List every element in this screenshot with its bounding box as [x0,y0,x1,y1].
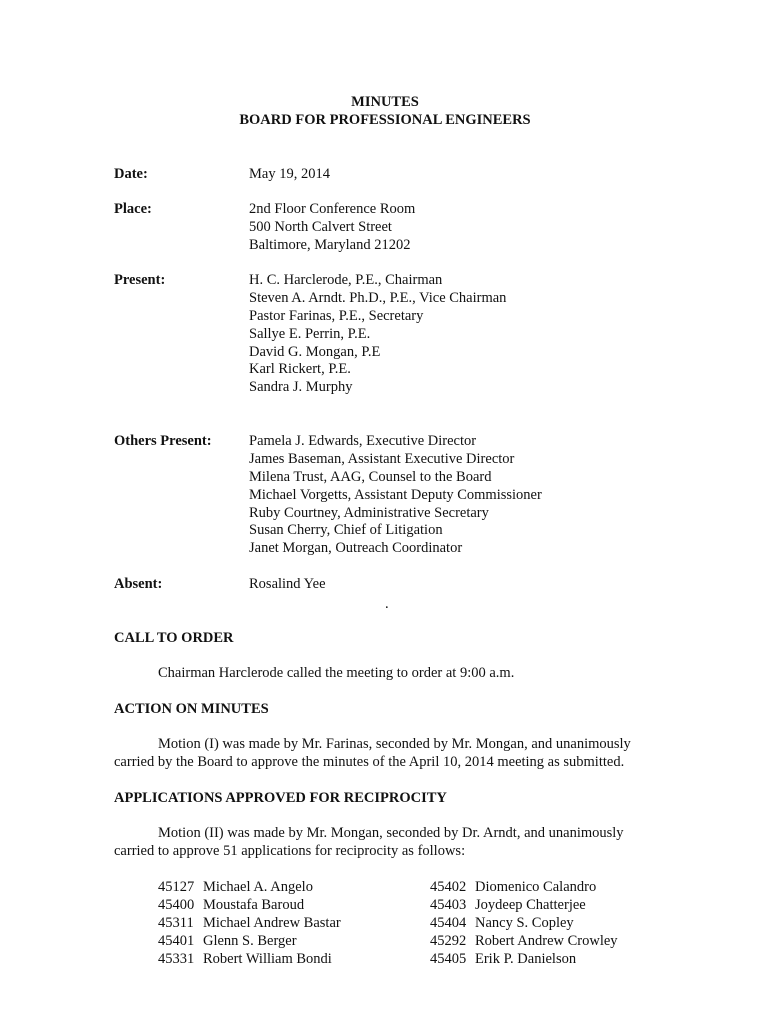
stray-dot: . [385,596,389,612]
license-number: 45127 [158,879,195,895]
present-member: H. C. Harclerode, P.E., Chairman [249,272,443,288]
present-list [249,272,506,397]
others-member: Ruby Courtney, Administrative Secretary [249,504,489,521]
date-value: May 19, 2014 [249,166,330,182]
others-member: James Baseman, Assistant Executive Director [249,450,515,467]
place-line: 2nd Floor Conference Room [249,201,416,217]
absent-value: Rosalind Yee [249,576,326,592]
applicant-name: Michael A. Angelo [203,879,313,895]
applicant-row [430,933,618,951]
call-to-order-line: Chairman Harclerode called the meeting to order at 9:00 a.m. [158,665,515,681]
applicant-name: Moustafa Baroud [203,896,305,913]
applicant-row [158,933,341,951]
applicant-row [158,879,341,897]
applicant-row [430,951,618,969]
others-member: Milena Trust, AAG, Counsel to the Board [249,468,492,485]
action-on-minutes-heading: ACTION ON MINUTES [114,701,269,717]
call-to-order-heading: CALL TO ORDER [114,630,234,646]
applications-text [114,825,674,861]
others-present-list [249,433,542,558]
applicants-right-column [430,879,618,968]
applicant-row [158,897,341,915]
applicant-name: Robert Andrew Crowley [475,932,618,949]
applicant-row [430,879,618,897]
license-number: 45405 [430,950,467,967]
present-member: David G. Mongan, P.E [249,343,381,360]
license-number: 45331 [158,950,195,967]
motion-line: carried to approve 51 applications for reciprocity as follows: [114,842,466,859]
document-subtitle: BOARD FOR PROFESSIONAL ENGINEERS [239,112,531,128]
document-title: MINUTES [351,94,419,110]
present-member: Karl Rickert, P.E. [249,361,351,378]
present-member: Pastor Farinas, P.E., Secretary [249,307,424,324]
others-member: Michael Vorgetts, Assistant Deputy Commissioner [249,486,542,503]
applicant-name: Glenn S. Berger [203,932,297,949]
license-number: 45404 [430,914,467,931]
applications-heading: APPLICATIONS APPROVED FOR RECIPROCITY [114,790,447,806]
present-member: Steven A. Arndt. Ph.D., P.E., Vice Chairman [249,289,507,306]
applicants-left-column [158,879,341,968]
applicant-name: Robert William Bondi [203,950,332,967]
license-number: 45401 [158,932,195,949]
license-number: 45403 [430,896,467,913]
applicant-row [158,951,341,969]
others-member: Pamela J. Edwards, Executive Director [249,433,477,449]
applicant-row [430,897,618,915]
others-present-label: Others Present: [114,433,212,449]
place-value [249,201,415,255]
applicant-row [158,915,341,933]
place-line: 500 North Calvert Street [249,218,392,235]
place-line: Baltimore, Maryland 21202 [249,236,411,253]
present-member: Sallye E. Perrin, P.E. [249,325,371,342]
motion-line: Motion (II) was made by Mr. Mongan, seconded by Dr. Arndt, and unanimously [158,825,624,841]
place-label: Place: [114,201,152,217]
license-number: 45292 [430,932,467,949]
others-member: Janet Morgan, Outreach Coordinator [249,540,463,557]
present-label: Present: [114,272,166,288]
present-member: Sandra J. Murphy [249,379,353,396]
motion-line: carried by the Board to approve the minutes of the April 10, 2014 meeting as submitted. [114,753,625,770]
applicant-name: Nancy S. Copley [475,914,574,931]
call-to-order-text [114,665,674,683]
date-label: Date: [114,166,148,182]
applicant-name: Diomenico Calandro [475,879,597,895]
license-number: 45311 [158,914,194,931]
motion-line: Motion (I) was made by Mr. Farinas, seconded by Mr. Mongan, and unanimously [158,736,631,752]
license-number: 45400 [158,896,195,913]
applicant-name: Michael Andrew Bastar [203,914,341,931]
license-number: 45402 [430,879,467,895]
absent-label: Absent: [114,576,163,592]
applicant-row [430,915,618,933]
applicant-name: Erik P. Danielson [475,950,577,967]
applicant-name: Joydeep Chatterjee [475,896,586,913]
action-on-minutes-text [114,736,674,772]
others-member: Susan Cherry, Chief of Litigation [249,522,443,539]
